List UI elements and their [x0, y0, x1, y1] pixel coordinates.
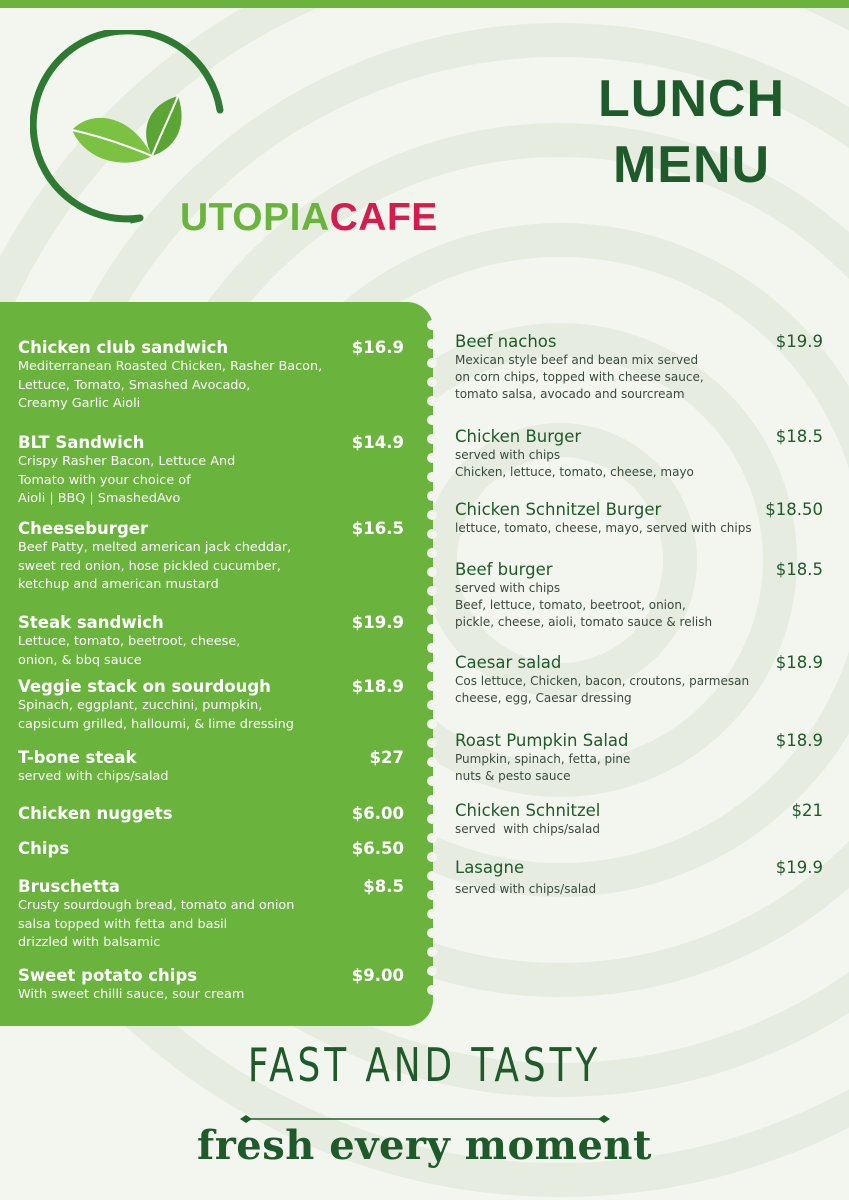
item-name: Roast Pumpkin Salad	[455, 731, 629, 750]
item-name: T-bone steak	[18, 748, 137, 767]
item-price: $19.9	[775, 332, 823, 351]
item-name: Caesar salad	[455, 653, 562, 672]
panel-edge-dot	[427, 776, 437, 786]
panel-edge-dot	[427, 814, 437, 824]
item-price: $18.9	[775, 653, 823, 672]
menu-item	[18, 839, 404, 859]
panel-edge-dot	[427, 586, 437, 596]
panel-edge-dot	[427, 339, 437, 349]
menu-item	[18, 338, 404, 414]
logo-text-cafe: CAFE	[329, 196, 438, 239]
item-desc: Mediterranean Roasted Chicken, Rasher Bacon, Lettuce, Tomato, Smashed Avocado, Creamy Garlic Aioli	[18, 359, 323, 411]
menu-item	[18, 519, 404, 595]
item-name: Veggie stack on sourdough	[18, 677, 271, 696]
item-price: $6.00	[351, 804, 404, 823]
item-desc: lettuce, tomato, cheese, mayo, served with chips	[455, 521, 752, 535]
menu-item	[455, 653, 823, 707]
item-desc: Lettuce, tomato, beetroot, cheese, onion, & bbq sauce	[18, 634, 241, 668]
panel-edge-dot	[427, 681, 437, 691]
menu-item	[455, 427, 823, 481]
menu-item	[455, 731, 823, 785]
menu-item	[18, 966, 404, 1005]
panel-edge-dot	[427, 434, 437, 444]
item-price: $18.9	[351, 677, 404, 696]
tagline-fast-and-tasty: FAST AND TASTY	[247, 1038, 602, 1092]
panel-edge-dot	[427, 738, 437, 748]
panel-edge-dot	[427, 719, 437, 729]
menu-item	[18, 804, 404, 824]
menu-item	[455, 500, 823, 537]
panel-edge-dot	[427, 624, 437, 634]
item-name: Cheeseburger	[18, 519, 149, 538]
item-name: Chicken club sandwich	[18, 338, 229, 357]
item-price: $18.9	[775, 731, 823, 750]
item-name: BLT Sandwich	[18, 433, 145, 452]
item-name: Chicken Schnitzel	[455, 801, 601, 820]
item-desc: served with chips/salad	[455, 882, 597, 896]
panel-edge-dot	[427, 700, 437, 710]
panel-edge-dot	[427, 852, 437, 862]
page-title	[598, 66, 785, 198]
item-name: Bruschetta	[18, 877, 120, 896]
panel-edge-dot	[427, 415, 437, 425]
item-desc: Crusty sourdough bread, tomato and onion salsa topped with fetta and basil drizzled with balsamic	[18, 898, 295, 950]
item-desc: served with chips/salad	[18, 769, 169, 784]
menu-item	[18, 748, 404, 787]
item-desc: Spinach, eggplant, zucchini, pumpkin, capsicum grilled, halloumi, & lime dressing	[18, 698, 294, 732]
page-title-line1: LUNCH	[598, 70, 785, 128]
menu-item	[455, 560, 823, 631]
item-name: Chicken Burger	[455, 427, 582, 446]
menu-item	[455, 858, 823, 898]
menu-item	[18, 613, 404, 670]
panel-edge-dot	[427, 377, 437, 387]
panel-edge-dot	[427, 396, 437, 406]
item-desc: With sweet chilli sauce, sour cream	[18, 987, 245, 1002]
panel-edge-dot	[427, 510, 437, 520]
menu-item	[18, 877, 404, 953]
panel-edge-dot	[427, 909, 437, 919]
logo-text-utopia: UTOPIA	[180, 196, 330, 239]
panel-edge-dot	[427, 871, 437, 881]
menu-item	[455, 332, 823, 403]
panel-edge-dot	[427, 567, 437, 577]
panel-edge-dot	[427, 985, 437, 995]
panel-edge-dot	[427, 643, 437, 653]
item-name: Chips	[18, 839, 70, 858]
panel-edge-dot	[427, 605, 437, 615]
menu-item	[18, 677, 404, 734]
panel-edge-dot	[427, 833, 437, 843]
top-accent-bar	[0, 0, 849, 8]
item-price: $18.5	[775, 427, 823, 446]
item-price: $16.5	[351, 519, 404, 538]
item-desc: Cos lettuce, Chicken, bacon, croutons, parmesan cheese, egg, Caesar dressing	[455, 674, 750, 705]
item-price: $6.50	[351, 839, 404, 858]
item-price: $19.9	[351, 613, 404, 632]
item-price: $18.5	[775, 560, 823, 579]
panel-edge-dot	[427, 890, 437, 900]
cafe-logo	[30, 30, 438, 239]
panel-edge-dot	[427, 966, 437, 976]
item-price: $14.9	[351, 433, 404, 452]
logo-wordmark	[180, 198, 438, 237]
item-name: Chicken Schnitzel Burger	[455, 500, 662, 519]
item-name: Beef nachos	[455, 332, 557, 351]
panel-edge-dot	[427, 529, 437, 539]
panel-edge-dot	[427, 491, 437, 501]
item-name: Beef burger	[455, 560, 553, 579]
panel-edge-dot	[427, 320, 437, 330]
item-desc: served with chips Beef, lettuce, tomato, beetroot, onion, pickle, cheese, aioli, tomato sauce & relish	[455, 581, 713, 629]
panel-edge-dot	[427, 548, 437, 558]
item-price: $21	[791, 801, 823, 820]
panel-edge-dot	[427, 947, 437, 957]
item-desc: Beef Patty, melted american jack cheddar, sweet red onion, hose pickled cucumber, ketchup and american mustard	[18, 540, 292, 592]
item-price: $19.9	[775, 858, 823, 877]
item-name: Chicken nuggets	[18, 804, 173, 823]
item-price: $9.00	[351, 966, 404, 985]
item-desc: served with chips Chicken, lettuce, tomato, cheese, mayo	[455, 448, 694, 479]
panel-edge-dot	[427, 928, 437, 938]
tagline-fresh-every-moment: fresh every moment	[197, 1122, 652, 1169]
item-desc: Mexican style beef and bean mix served on corn chips, topped with cheese sauce, tomato salsa, avocado and sourcream	[455, 353, 704, 401]
panel-edge-dot	[427, 662, 437, 672]
item-desc: served with chips/salad	[455, 822, 600, 836]
item-price: $27	[369, 748, 404, 767]
menu-item	[455, 801, 823, 838]
panel-edge-dot	[427, 453, 437, 463]
panel-edge-dot	[427, 757, 437, 767]
item-name: Lasagne	[455, 858, 525, 877]
item-name: Sweet potato chips	[18, 966, 198, 985]
item-desc: Crispy Rasher Bacon, Lettuce And Tomato with your choice of Aioli | BBQ | SmashedAvo	[18, 454, 236, 506]
panel-edge-dot	[427, 795, 437, 805]
page-title-line2: MENU	[612, 136, 771, 194]
panel-edge-dot	[427, 472, 437, 482]
item-name: Steak sandwich	[18, 613, 164, 632]
item-price: $16.9	[351, 338, 404, 357]
item-price: $18.50	[765, 500, 823, 519]
item-desc: Pumpkin, spinach, fetta, pine nuts & pesto sauce	[455, 752, 631, 783]
item-price: $8.5	[363, 877, 404, 896]
panel-edge-dot	[427, 358, 437, 368]
menu-item	[18, 433, 404, 509]
